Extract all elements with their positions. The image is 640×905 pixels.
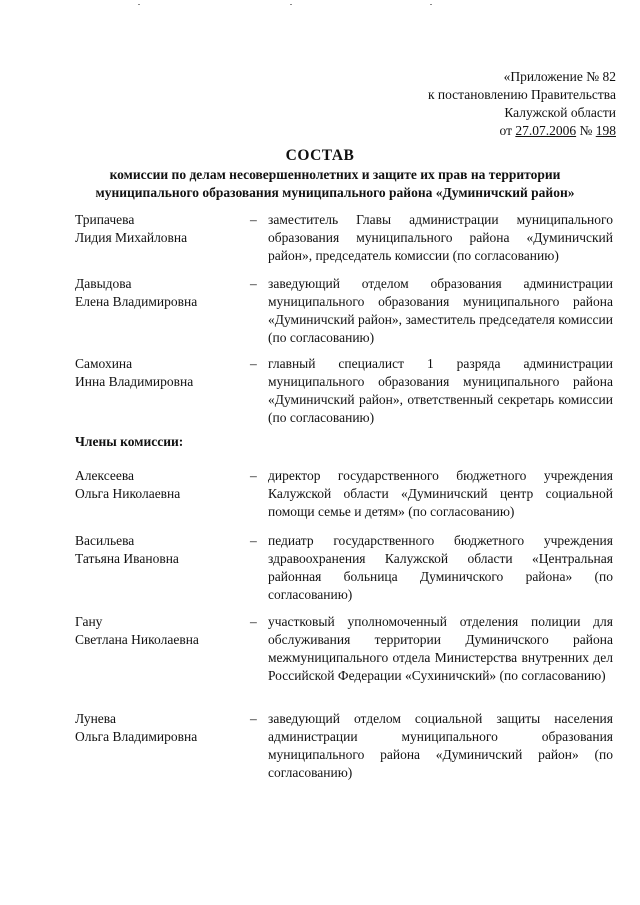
- person-given-name: Лидия Михайловна: [75, 230, 188, 245]
- scan-speck: [290, 4, 292, 5]
- person-name: [75, 710, 245, 746]
- person-given-name: Ольга Владимировна: [75, 729, 198, 744]
- dash-separator: –: [250, 614, 257, 629]
- person-name: [75, 275, 245, 311]
- dash-separator: –: [250, 468, 257, 483]
- person-given-name: Ольга Николаевна: [75, 486, 181, 501]
- person-given-name: Инна Владимировна: [75, 374, 194, 389]
- person-role: заведующий отделом социальной защиты населения администрации муниципального образования муниципального района «Думиничский район» (по согласованию): [268, 711, 613, 780]
- person-surname: Гану: [75, 614, 103, 629]
- appendix-line-2: к постановлению Правительства: [427, 87, 616, 102]
- person-surname: Самохина: [75, 356, 133, 371]
- scan-speck: [138, 4, 140, 5]
- person-given-name: Светлана Николаевна: [75, 632, 199, 647]
- appendix-line-1: «Приложение № 82: [503, 69, 616, 84]
- appendix-number: 198: [595, 123, 616, 138]
- person-role: педиатр государственного бюджетного учреждения здравоохранения Калужской области «Центральная районная больница Думиничского района» (по согласованию): [268, 533, 613, 602]
- appendix-line-3: Калужской области: [504, 105, 616, 120]
- person-surname: Давыдова: [75, 276, 132, 291]
- scan-speck: [430, 4, 432, 5]
- dash-separator: –: [250, 533, 257, 548]
- person-role: заместитель Главы администрации муниципального образования муниципального района «Думиничский район», председатель комиссии (по согласованию): [268, 212, 613, 263]
- person-role: главный специалист 1 разряда администрации муниципального образования муниципального района «Думиничский район», ответственный секретарь комиссии (по согласованию): [268, 356, 613, 425]
- person-name: [75, 532, 245, 568]
- dash-separator: –: [250, 212, 257, 227]
- dash-separator: –: [250, 711, 257, 726]
- person-surname: Алексеева: [75, 468, 135, 483]
- person-name: [75, 467, 245, 503]
- person-surname: Лунева: [75, 711, 116, 726]
- person-role: директор государственного бюджетного учреждения Калужской области «Думиничский центр социальной помощи семье и детям» (по согласованию): [268, 468, 613, 519]
- subtitle-line-1: комиссии по делам несовершеннолетних и защите их прав на территории: [109, 167, 561, 182]
- document-subtitle: [40, 166, 630, 202]
- appendix-line-4: [428, 122, 616, 140]
- document-title: СОСТАВ: [285, 147, 355, 164]
- person-surname: Трипачева: [75, 212, 135, 227]
- dash-separator: –: [250, 356, 257, 371]
- person-given-name: Елена Владимировна: [75, 294, 198, 309]
- person-given-name: Татьяна Ивановна: [75, 551, 179, 566]
- appendix-date-prefix: от: [499, 123, 516, 138]
- appendix-header: [428, 68, 616, 140]
- person-name: [75, 355, 245, 391]
- person-name: [75, 613, 245, 649]
- appendix-date: 27.07.2006: [515, 123, 577, 138]
- appendix-number-prefix: №: [576, 123, 596, 138]
- person-name: [75, 211, 245, 247]
- person-surname: Васильева: [75, 533, 135, 548]
- subtitle-line-2: муниципального образования муниципального района «Думиничский район»: [95, 185, 575, 200]
- person-role: заведующий отделом образования администрации муниципального образования муниципального района «Думиничский район», заместитель председателя комиссии (по согласованию): [268, 276, 613, 345]
- person-role: участковый уполномоченный отделения полиции для обслуживания территории Думиничского района межмуниципального отдела Министерства внутренних дел Российской Федерации «Сухиничский» (по согласованию): [268, 614, 613, 683]
- dash-separator: –: [250, 276, 257, 291]
- members-heading: Члены комиссии:: [75, 434, 184, 449]
